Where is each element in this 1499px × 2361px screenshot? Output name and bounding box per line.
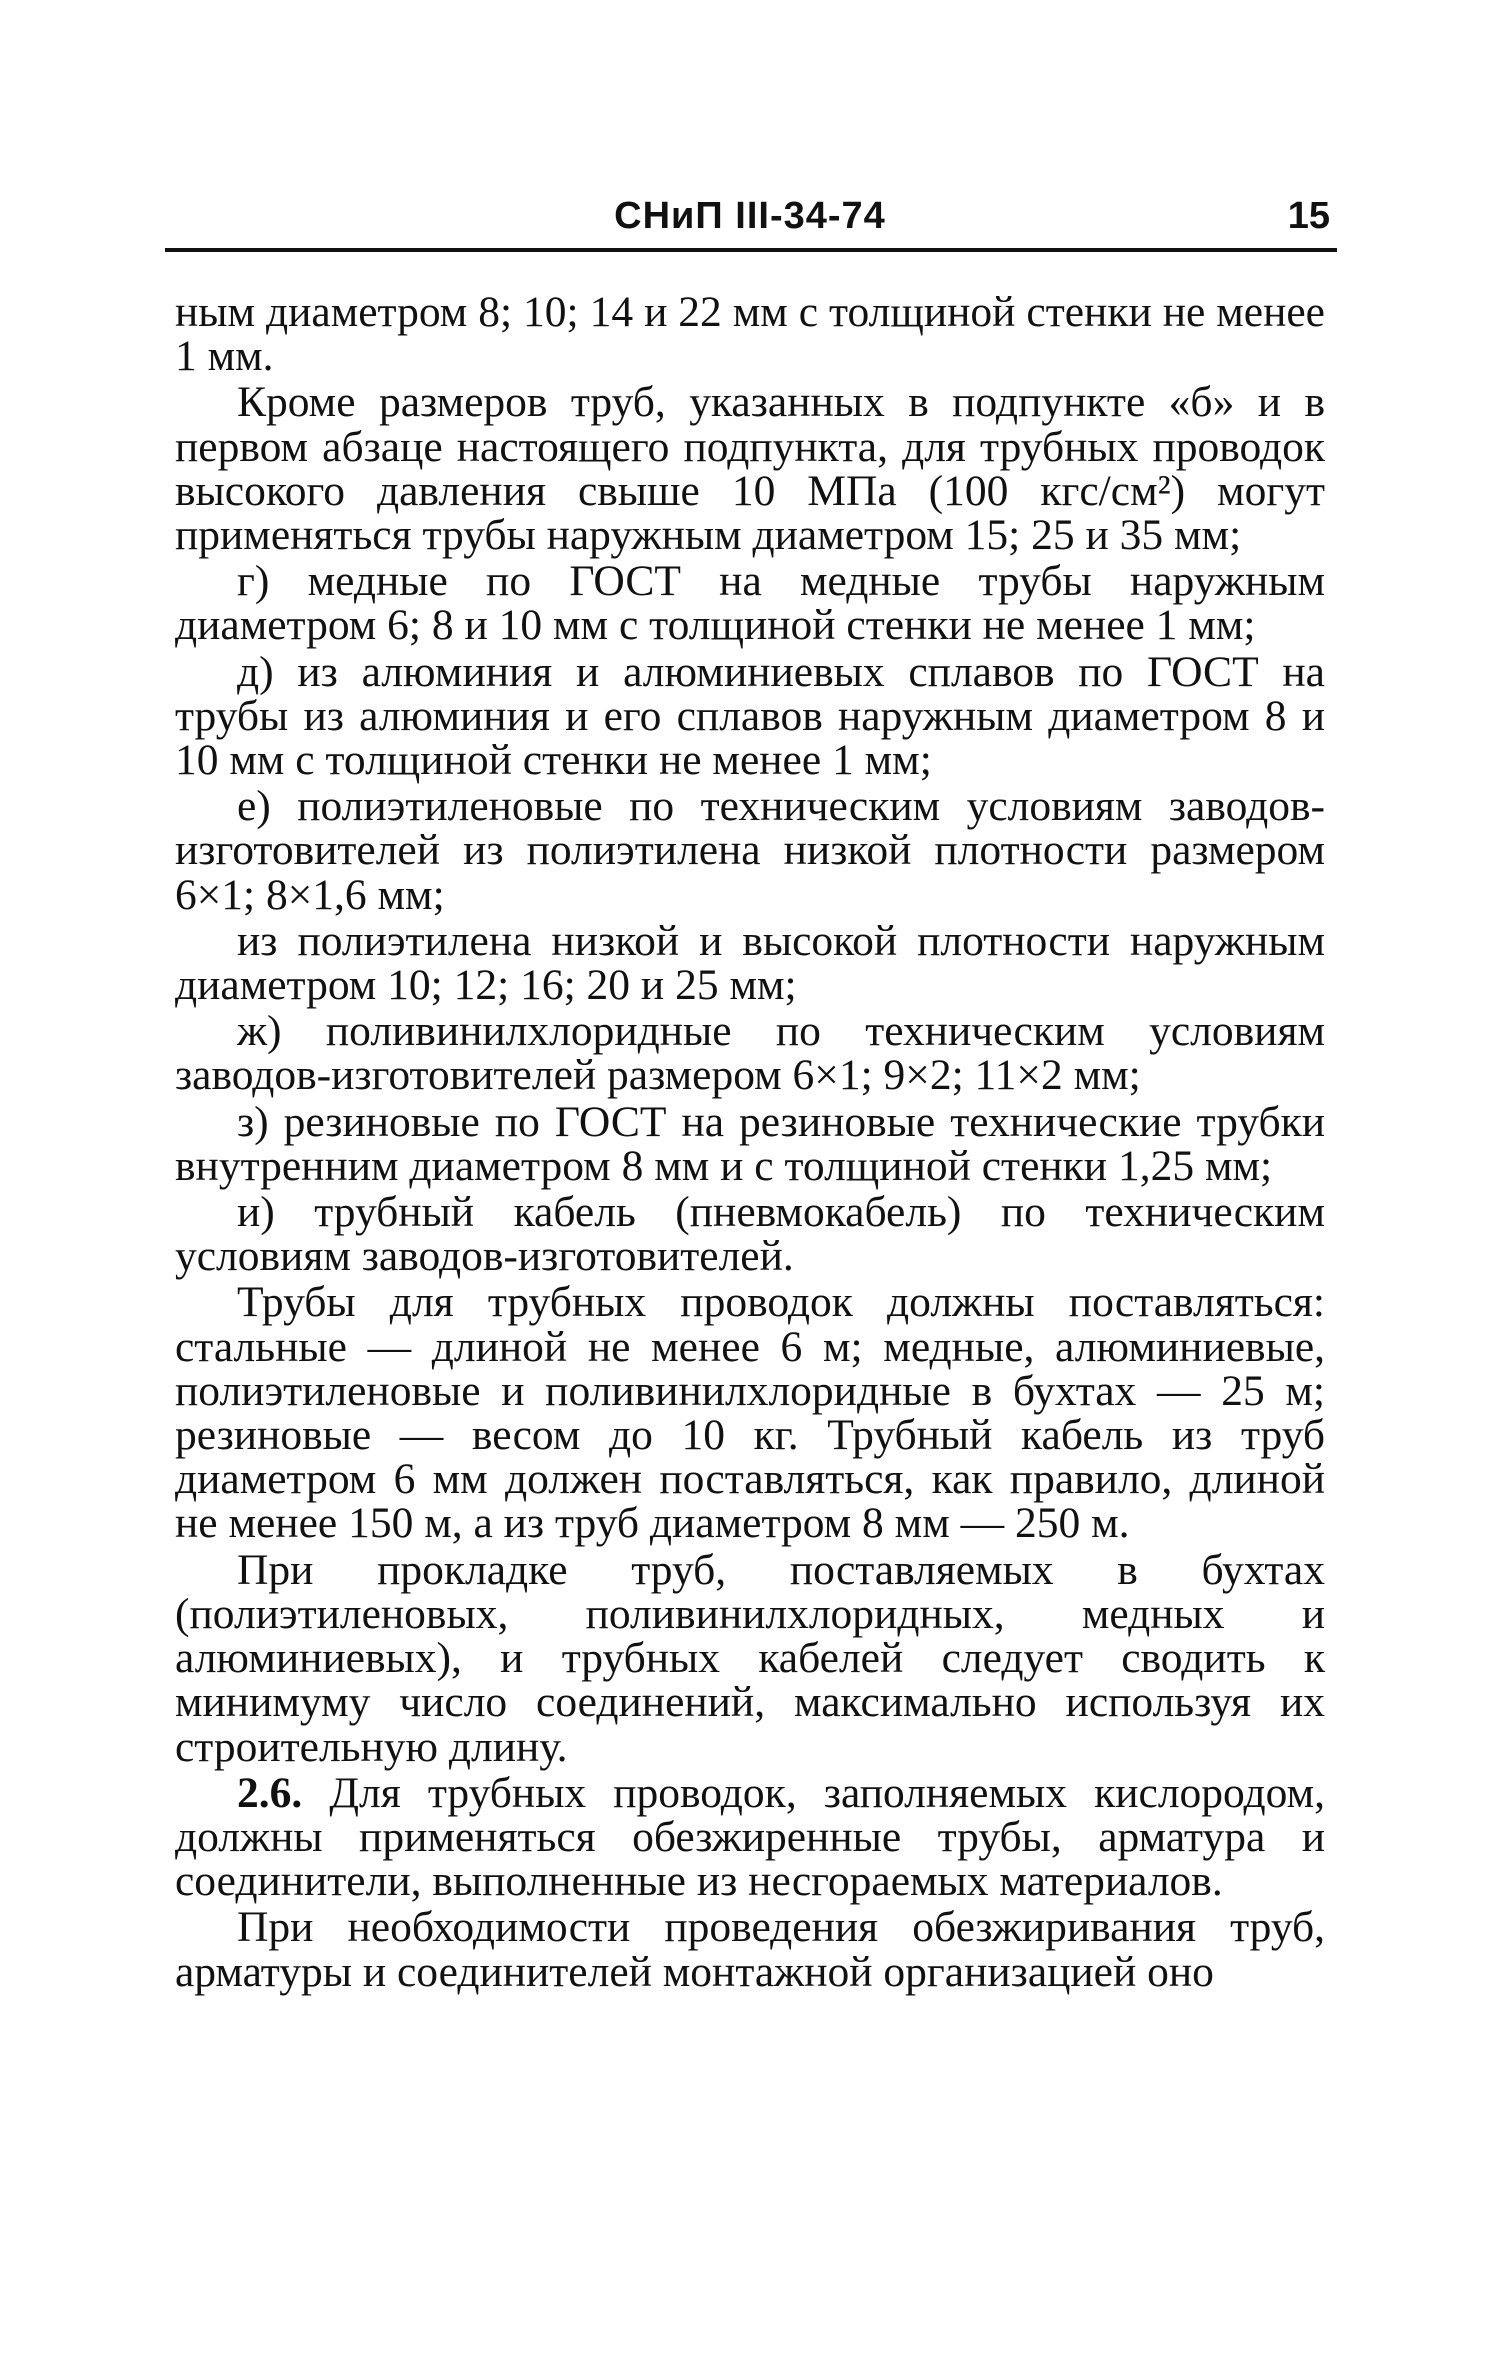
body-text [175, 290, 1325, 1996]
paragraph-pipe-sizes-high-pressure: Кроме размеров труб, указанных в подпункте «б» и в первом абзаце настоящего подпункта, для трубных проводок высокого давления свыше 10 МПа (100 кгс/см²) могут применяться трубы наружным диаметром 15; 25 и 35 мм; [175, 378, 1325, 560]
clause-2-6-text: Для трубных проводок, заполняемых кислородом, должны применяться обезжиренные трубы, арматура и соединители, выполненные из несгораемых материалов. [175, 1768, 1325, 1906]
list-item-e-polyethylene: е) полиэтиленовые по техническим условиям заводов-изготовителей из полиэтилена низкой плотности размером 6×1; 8×1,6 мм; [175, 782, 1325, 919]
list-item-d-aluminium: д) из алюминия и алюминиевых сплавов по ГОСТ на трубы из алюминия и его сплавов наружным диаметром 8 и 10 мм с толщиной стенки не менее 1 мм; [175, 647, 1325, 785]
list-item-z-rubber: з) резиновые по ГОСТ на резиновые технические трубки внутренним диаметром 8 мм и с толщиной стенки 1,25 мм; [175, 1097, 1325, 1190]
header-rule [165, 248, 1337, 252]
page-header [170, 195, 1330, 255]
paragraph-polyethylene-density: из полиэтилена низкой и высокой плотности наружным диаметром 10; 12; 16; 20 и 25 мм; [175, 916, 1325, 1010]
paragraph-laying-coils: При прокладке труб, поставляемых в бухтах (полиэтиленовых, поливинилхлоридных, медных и алюминиевых), и трубных кабелей следует сводить к минимуму число соединений, максимально используя их строительную длину. [175, 1545, 1325, 1771]
paragraph-degreasing: При необходимости проведения обезжиривания труб, арматуры и соединителей монтажной организацией оно [175, 1903, 1325, 1996]
list-item-g-copper: г) медные по ГОСТ на медные трубы наружным диаметром 6; 8 и 10 мм с толщиной стенки не менее 1 мм; [175, 557, 1325, 650]
running-head: СНиП III-34-74 [614, 195, 886, 237]
clause-number: 2.6. [237, 1768, 303, 1817]
paragraph-continuation: ным диаметром 8; 10; 14 и 22 мм с толщиной стенки не менее 1 мм. [175, 288, 1325, 381]
paragraph-delivery-lengths: Трубы для трубных проводок должны поставляться: стальные — длиной не менее 6 м; медные, алюминиевые, полиэтиленовые и поливинилхлоридные в бухтах — 25 м; резиновые — весом до 10 кг. Трубный кабель из труб диаметром 6 мм должен поставляться, как правило, длиной не менее 150 м, а из труб диаметром 8 мм — 250 м. [175, 1278, 1325, 1548]
page-number: 15 [1287, 195, 1330, 237]
clause-2-6 [175, 1768, 1325, 1906]
list-item-zh-pvc: ж) поливинилхлоридные по техническим условиям заводов-изготовителей размером 6×1; 9×2; 11×2 мм; [175, 1007, 1325, 1100]
list-item-i-pneumocable: и) трубный кабель (пневмокабель) по техническим условиям заводов-изготовителей. [175, 1188, 1325, 1281]
